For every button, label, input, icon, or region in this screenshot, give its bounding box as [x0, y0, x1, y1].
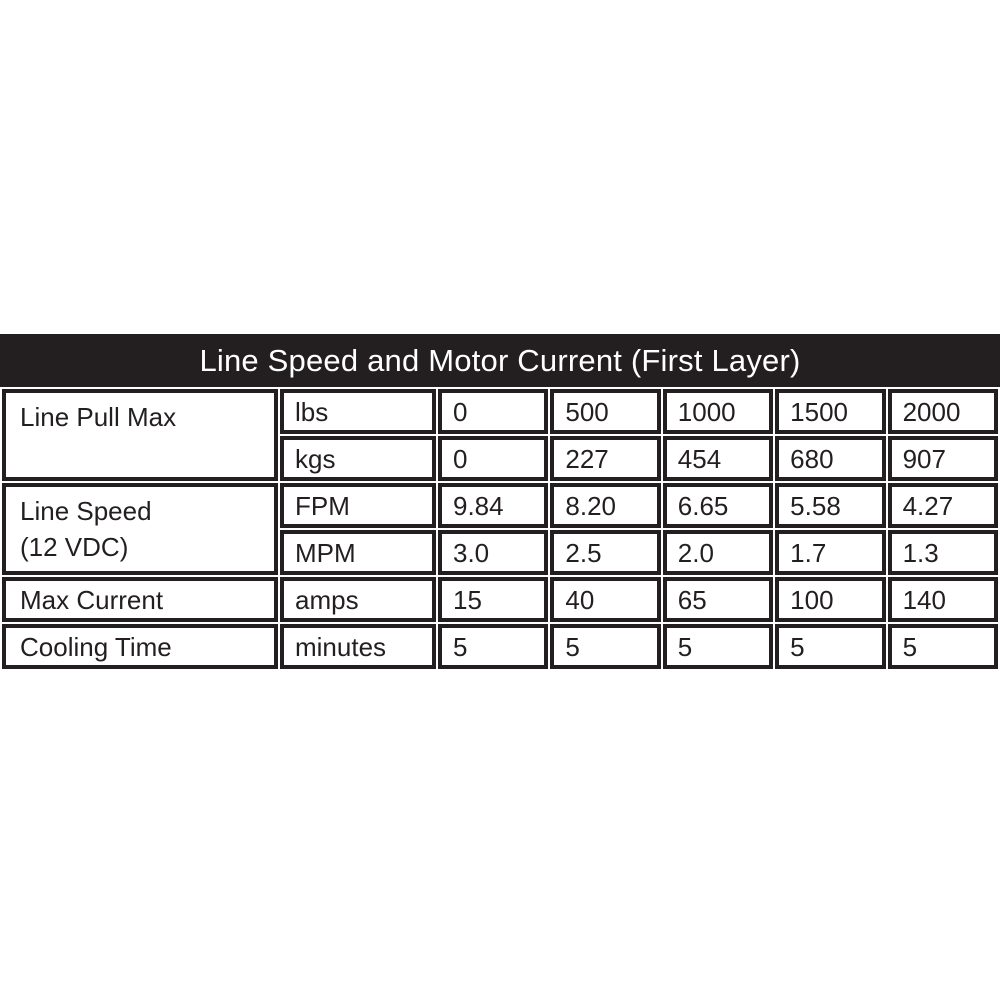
value-cell: 5 [550, 624, 660, 669]
value-cell: 3.0 [438, 530, 548, 575]
label-text-line2: (12 VDC) [20, 532, 129, 562]
value-cell: 100 [775, 577, 885, 622]
value-cell: 500 [550, 389, 660, 434]
value-cell: 6.65 [663, 483, 773, 528]
value-cell: 680 [775, 436, 885, 481]
table-row [2, 577, 998, 622]
value-cell: 15 [438, 577, 548, 622]
value-cell: 227 [550, 436, 660, 481]
label-cell-cooling-time: Cooling Time [2, 624, 278, 669]
table-row [2, 624, 998, 669]
unit-cell-minutes: minutes [280, 624, 436, 669]
label-text: Line Speed [20, 496, 152, 526]
value-cell: 5.58 [775, 483, 885, 528]
value-cell: 1.7 [775, 530, 885, 575]
value-cell: 1000 [663, 389, 773, 434]
value-cell: 9.84 [438, 483, 548, 528]
value-cell: 0 [438, 389, 548, 434]
value-cell: 4.27 [888, 483, 998, 528]
value-cell: 454 [663, 436, 773, 481]
value-cell: 2.5 [550, 530, 660, 575]
value-cell: 5 [663, 624, 773, 669]
value-cell: 2.0 [663, 530, 773, 575]
unit-cell-kgs: kgs [280, 436, 436, 481]
value-cell: 907 [888, 436, 998, 481]
value-cell: 5 [775, 624, 885, 669]
table-row [2, 483, 998, 528]
value-cell: 5 [888, 624, 998, 669]
unit-cell-lbs: lbs [280, 389, 436, 434]
table-title-bar [0, 334, 1000, 387]
label-cell-line-pull-max [2, 389, 278, 481]
spec-table [0, 387, 1000, 671]
unit-cell-fpm: FPM [280, 483, 436, 528]
label-cell-max-current: Max Current [2, 577, 278, 622]
value-cell: 1500 [775, 389, 885, 434]
value-cell: 140 [888, 577, 998, 622]
value-cell: 2000 [888, 389, 998, 434]
table-row [2, 389, 998, 434]
label-text: Line Pull Max [20, 402, 177, 432]
unit-cell-mpm: MPM [280, 530, 436, 575]
value-cell: 0 [438, 436, 548, 481]
value-cell: 5 [438, 624, 548, 669]
value-cell: 65 [663, 577, 773, 622]
value-cell: 40 [550, 577, 660, 622]
unit-cell-amps: amps [280, 577, 436, 622]
label-cell-line-speed [2, 483, 278, 575]
spec-table-figure [0, 334, 1000, 671]
value-cell: 8.20 [550, 483, 660, 528]
value-cell: 1.3 [888, 530, 998, 575]
table-title: Line Speed and Motor Current (First Layer) [199, 342, 801, 378]
